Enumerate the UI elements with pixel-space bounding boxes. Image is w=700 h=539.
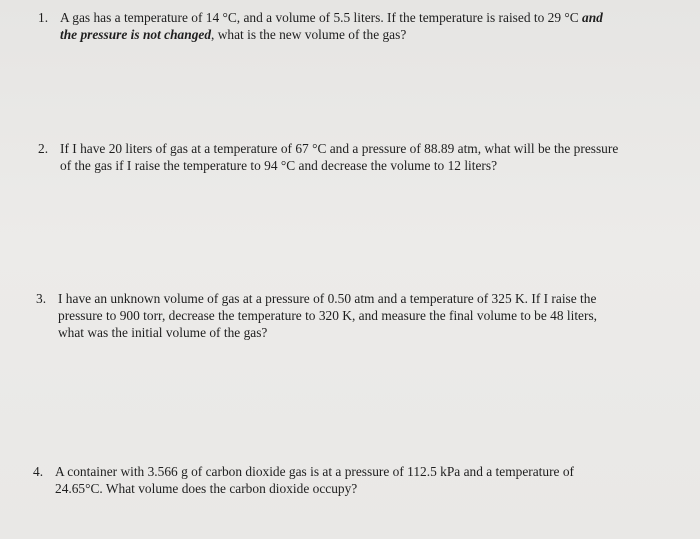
text-segment: A gas has a temperature of 14 °C, and a volume of 5.5 liters. If the temperature is raised to 29 °C: [60, 10, 583, 25]
question-text: [58, 290, 597, 341]
question-line: If I have 20 liters of gas at a temperature of 67 °C and a pressure of 88.89 atm, what will be the pressure: [60, 141, 619, 156]
question-line: A container with 3.566 g of carbon dioxide gas is at a pressure of 112.5 kPa and a temperature of: [55, 464, 574, 479]
question-line: [60, 9, 603, 26]
question-line: of the gas if I raise the temperature to 94 °C and decrease the volume to 12 liters?: [60, 158, 498, 173]
question-number: 3.: [36, 291, 47, 306]
question-text: [55, 463, 574, 497]
question-text: [60, 140, 618, 174]
question-number: 1.: [38, 10, 49, 25]
question-text: [60, 9, 603, 43]
text-segment: , what is the new volume of the gas?: [211, 27, 407, 42]
question-number: 4.: [33, 464, 44, 479]
question-line: pressure to 900 torr, decrease the temperature to 320 K, and measure the final volume to be 48 liters,: [58, 308, 597, 323]
question-line: what was the initial volume of the gas?: [58, 325, 268, 340]
question-line: [60, 26, 603, 43]
question-line: 24.65°C. What volume does the carbon dioxide occupy?: [55, 481, 358, 496]
question-number: 2.: [38, 141, 49, 156]
question-line: I have an unknown volume of gas at a pressure of 0.50 atm and a temperature of 325 K. If I raise the: [58, 291, 597, 306]
emphasized-text: the pressure is not changed: [60, 27, 212, 42]
emphasized-text: and: [582, 10, 603, 25]
